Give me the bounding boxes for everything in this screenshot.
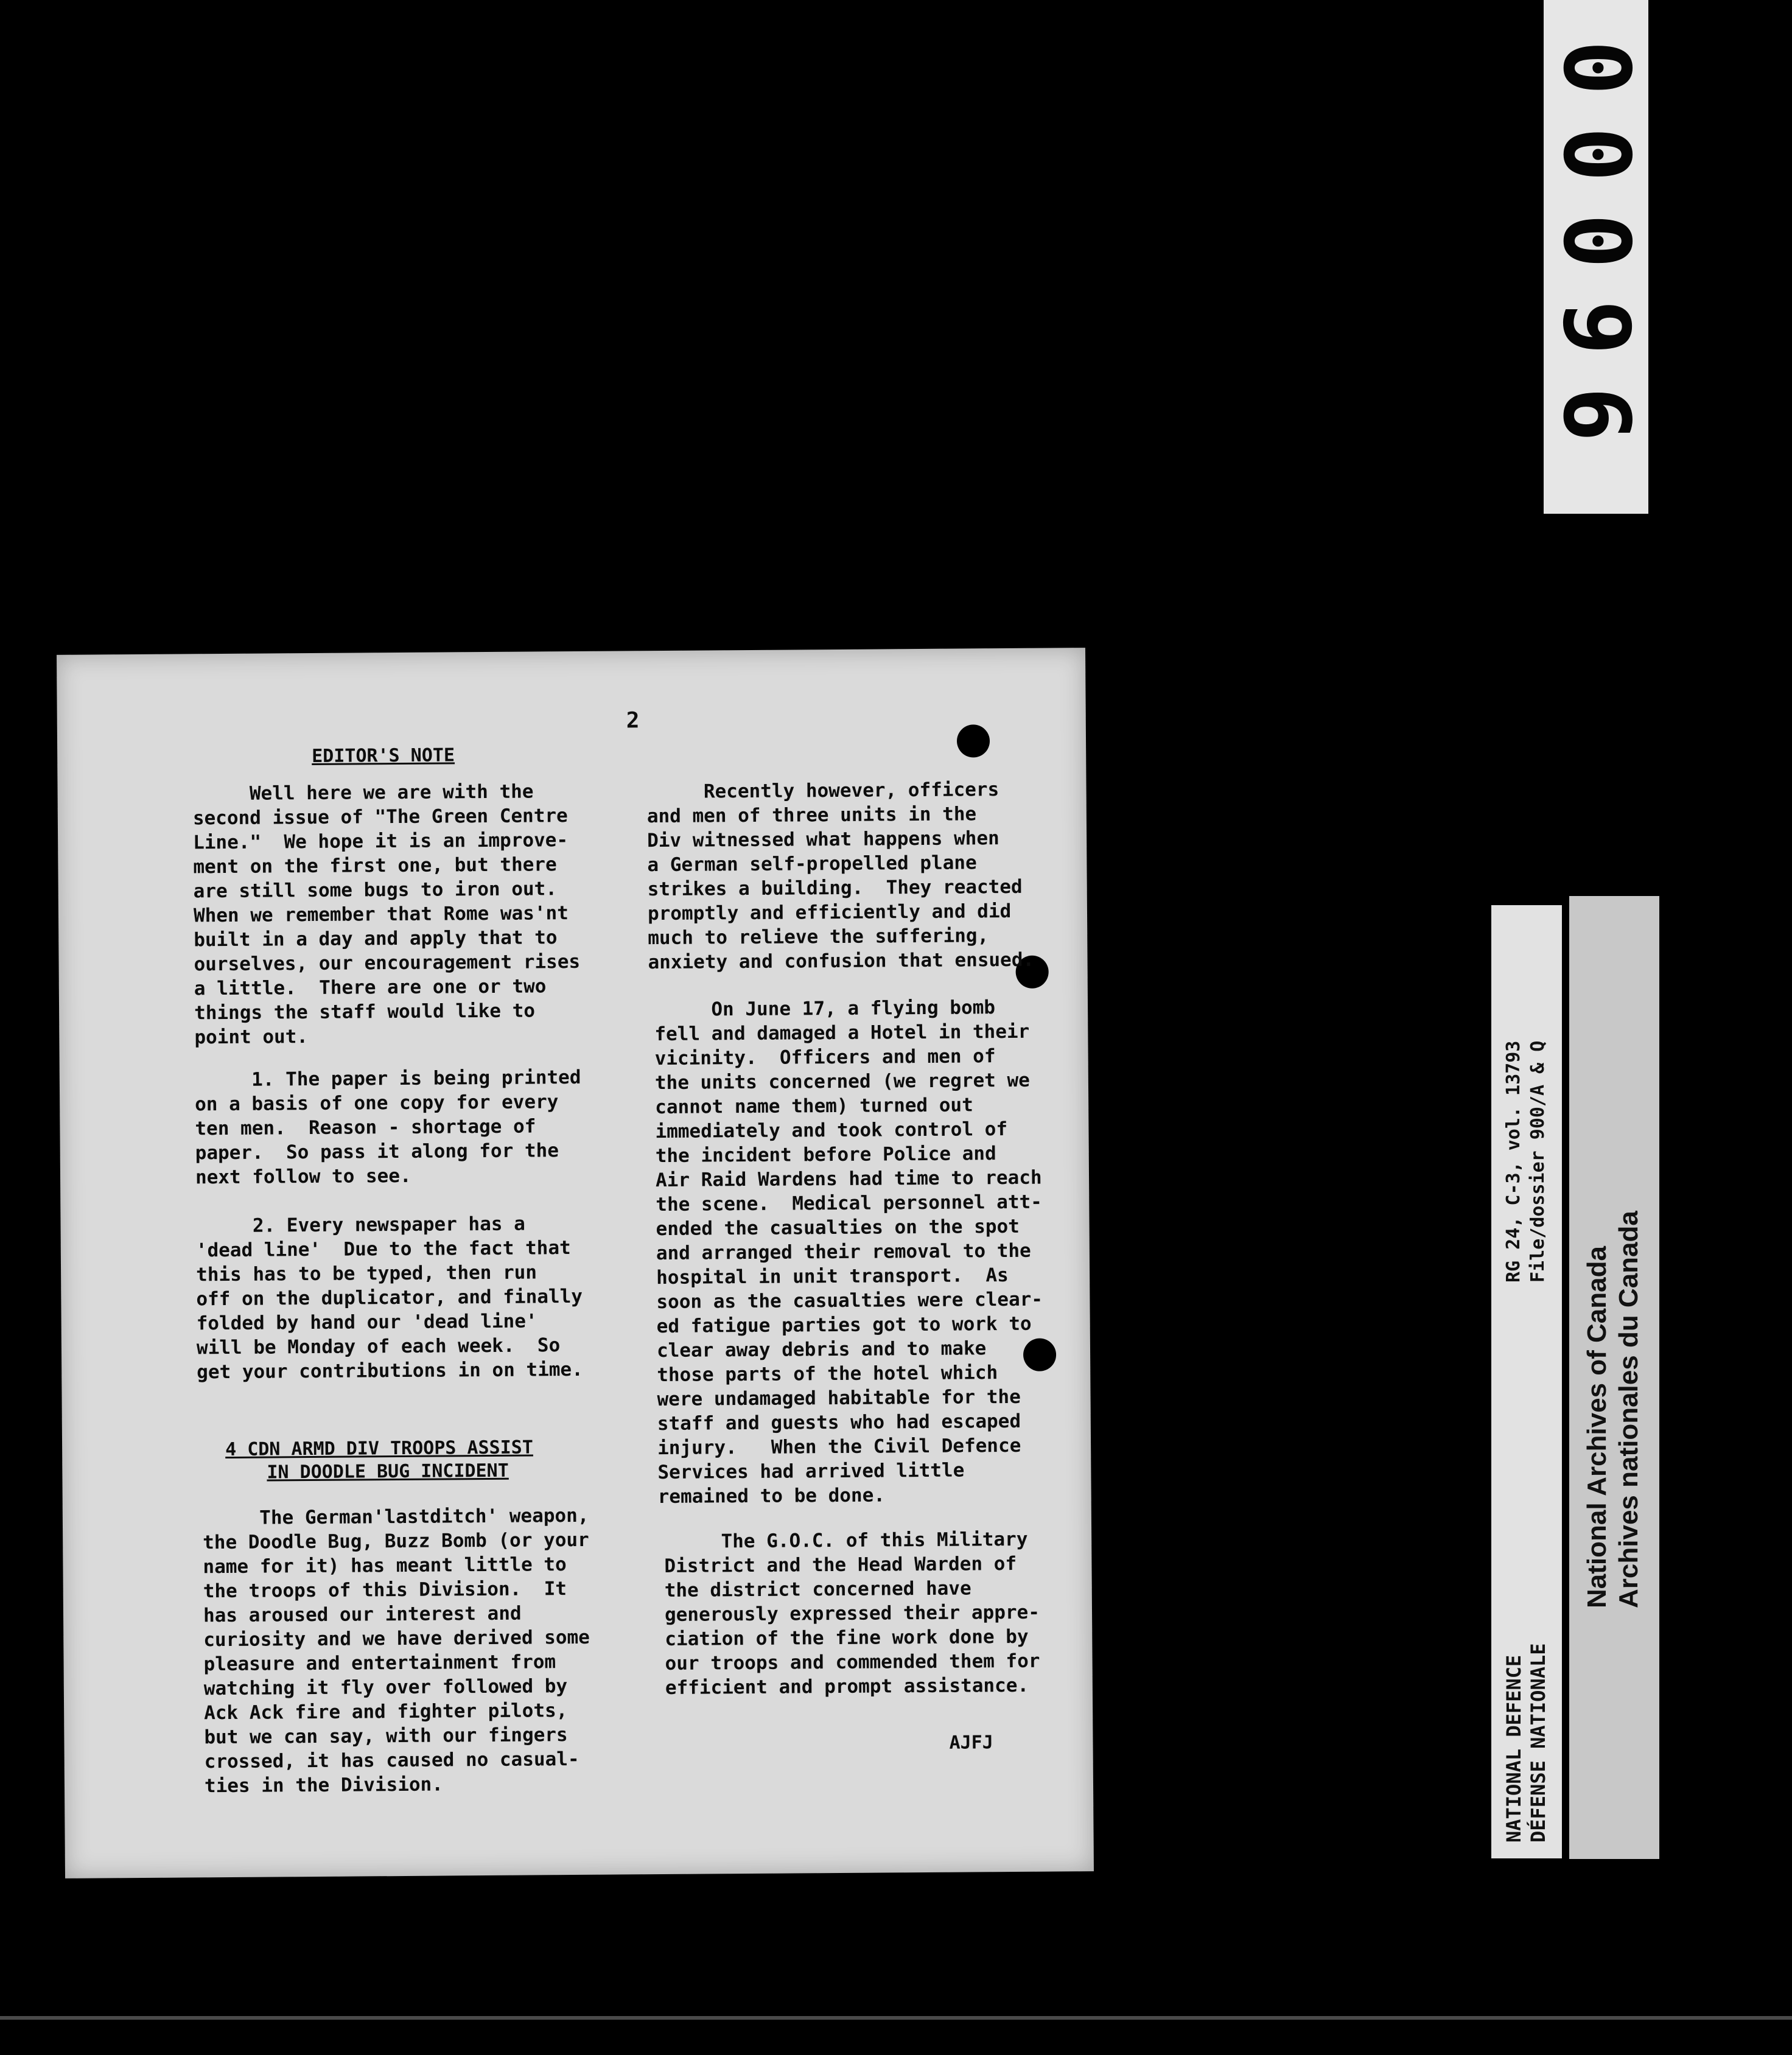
editors-note-point-2: 2. Every newspaper has a 'dead line' Due to the fact that this has to be typed, then run off on the duplicator, and finally folded by hand our 'dead line' will be Monday of each week. So get your contributions in on time.: [195, 1213, 583, 1384]
article-heading-line-2: IN DOODLE BUG INCIDENT: [267, 1460, 509, 1483]
article-paragraph-4: The G.O.C. of this Military District and the Head Warden of the district concerned have generously expressed their appre- ciation of the fine work done by our troops and commended them for efficient and prompt assistance.: [664, 1528, 1040, 1699]
page-number: 2: [626, 708, 640, 733]
stamp-dept-en: NATIONAL DEFENCE: [1502, 1654, 1525, 1843]
editors-note-heading: EDITOR'S NOTE: [312, 744, 455, 768]
frame-number-label: [1544, 0, 1648, 514]
typed-page: [57, 648, 1094, 1878]
punch-hole: [957, 724, 990, 757]
article-paragraph-3: On June 17, a flying bomb fell and damaged a Hotel in their vicinity. Officers and men of the units concerned (we regret we cannot name them) turned out immediately and took control of the incident before Police and Air Raid Wardens had time to reach the scene. Medical personnel att- ended the casualties on the spot and arranged their removal to the hospital in unit transport. As soon as the casualties were clear- ed fatigue parties got to work to clear away debris and to make those parts of the hotel which were undamaged habitable for the staff and guests who had escaped injury. When the Civil Defence Services had arrived little remained to be done.: [654, 996, 1043, 1508]
film-frame-edge: [0, 2016, 1792, 2020]
editors-note-point-1: 1. The paper is being printed on a basis of one copy for every ten men. Reason - shortage of paper. So pass it along for the next follow to see.: [194, 1066, 581, 1189]
reference-stamp: [1491, 905, 1562, 1858]
article-paragraph-2: Recently however, officers and men of three units in the Div witnessed what happens when a German self-propelled plane strikes a building. They reacted promptly and efficiently and did much to relieve the suffering, anxiety and confusion that ensued.: [646, 779, 1035, 974]
stamp-dept-fr: DÉFENSE NATIONALE: [1527, 1643, 1550, 1843]
archives-stamp: [1569, 896, 1659, 1859]
author-initials: AJFJ: [949, 1732, 993, 1754]
article-heading-line-1: 4 CDN ARMD DIV TROOPS ASSIST: [225, 1437, 533, 1461]
editors-note-intro: Well here we are with the second issue of "The Green Centre Line." We hope it is an improve- ment on the first one, but there are still some bugs to iron out. When we remember that Rome was'nt built in a day and apply that to ourselves, our encouragement rises a little. There are one or two things the staff would like to point out.: [192, 780, 581, 1049]
article-paragraph-1: The German'lastditch' weapon, the Doodle Bug, Buzz Bomb (or your name for it) has meant little to the troops of this Division. It has aroused our interest and curiosity and we have derived some pleasure and entertainment from watching it fly over followed by Ack Ack fire and fighter pilots, but we can say, with our fingers crossed, it has caused no casual- ties in the Division.: [202, 1504, 590, 1798]
stamp-file: File/dossier 900/A & Q: [1527, 1040, 1549, 1283]
frame-number-text: 00096: [1543, 40, 1650, 474]
archives-name-en: National Archives of Canada: [1582, 1246, 1612, 1608]
archives-name-fr: Archives nationales du Canada: [1614, 1211, 1643, 1608]
stamp-reference: RG 24, C-3, vol. 13793: [1503, 1040, 1524, 1283]
